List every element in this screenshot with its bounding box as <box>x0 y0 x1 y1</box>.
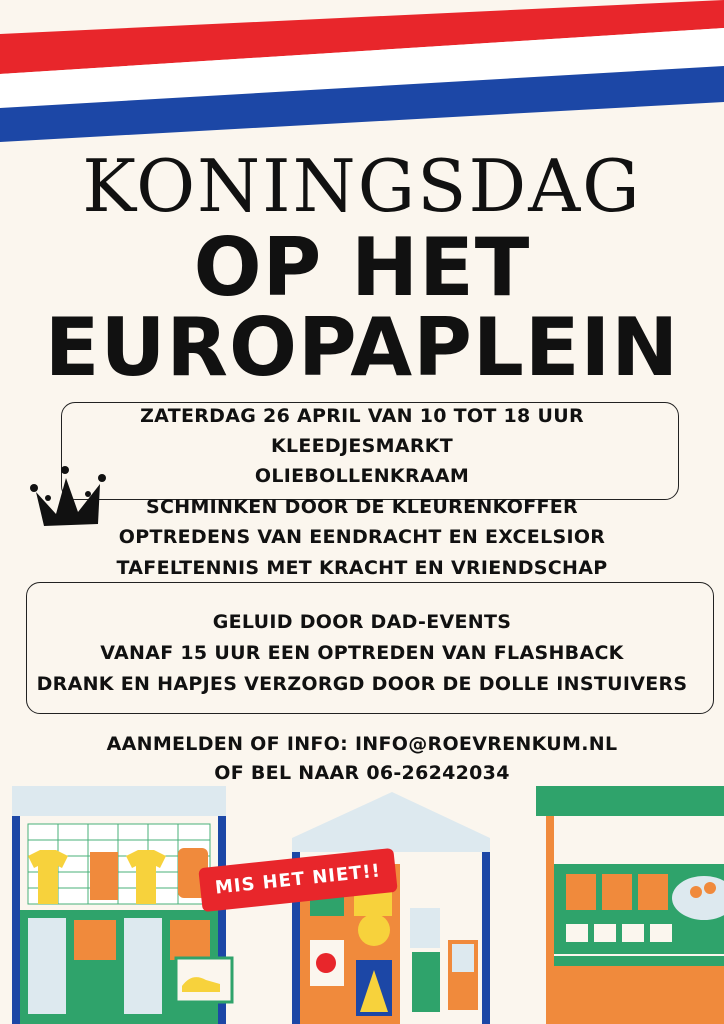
title-koningsdag: KONINGSDAG <box>82 144 642 228</box>
mis-het-niet-badge: MIS HET NIET!! <box>198 848 398 912</box>
program-line-oliebollen: OLIEBOLLENKRAAM <box>254 465 470 487</box>
program-line-market: KLEEDJESMARKT <box>270 435 454 457</box>
program-line-schminken: SCHMINKEN DOOR DE KLEURENKOFFER <box>146 496 578 518</box>
crown-icon <box>28 458 114 534</box>
program-line-tafeltennis: TAFELTENNIS MET KRACHT EN VRIENDSCHAP <box>116 557 608 579</box>
dutch-flag-banner <box>0 0 724 150</box>
title-europaplein: EUROPAPLEIN <box>44 301 680 394</box>
contact-line-phone: OF BEL NAAR 06-26242034 <box>214 762 510 784</box>
contact-line-info: AANMELDEN OF INFO: INFO@ROEVRENKUM.NL <box>106 733 618 755</box>
title-op-het: OP HET <box>193 221 531 314</box>
extras-line-flashback: VANAF 15 UUR EEN OPTREDEN VAN FLASHBACK <box>100 642 624 664</box>
program-line-date: ZATERDAG 26 APRIL VAN 10 TOT 18 UUR <box>140 405 584 427</box>
market-stalls-illustration <box>0 780 724 1024</box>
extras-line-drank: DRANK EN HAPJES VERZORGD DOOR DE DOLLE INSTUIVERS <box>36 673 688 695</box>
extras-line-geluid: GELUID DOOR DAD-EVENTS <box>212 611 512 633</box>
program-line-optredens: OPTREDENS VAN EENDRACHT EN EXCELSIOR <box>118 526 606 548</box>
